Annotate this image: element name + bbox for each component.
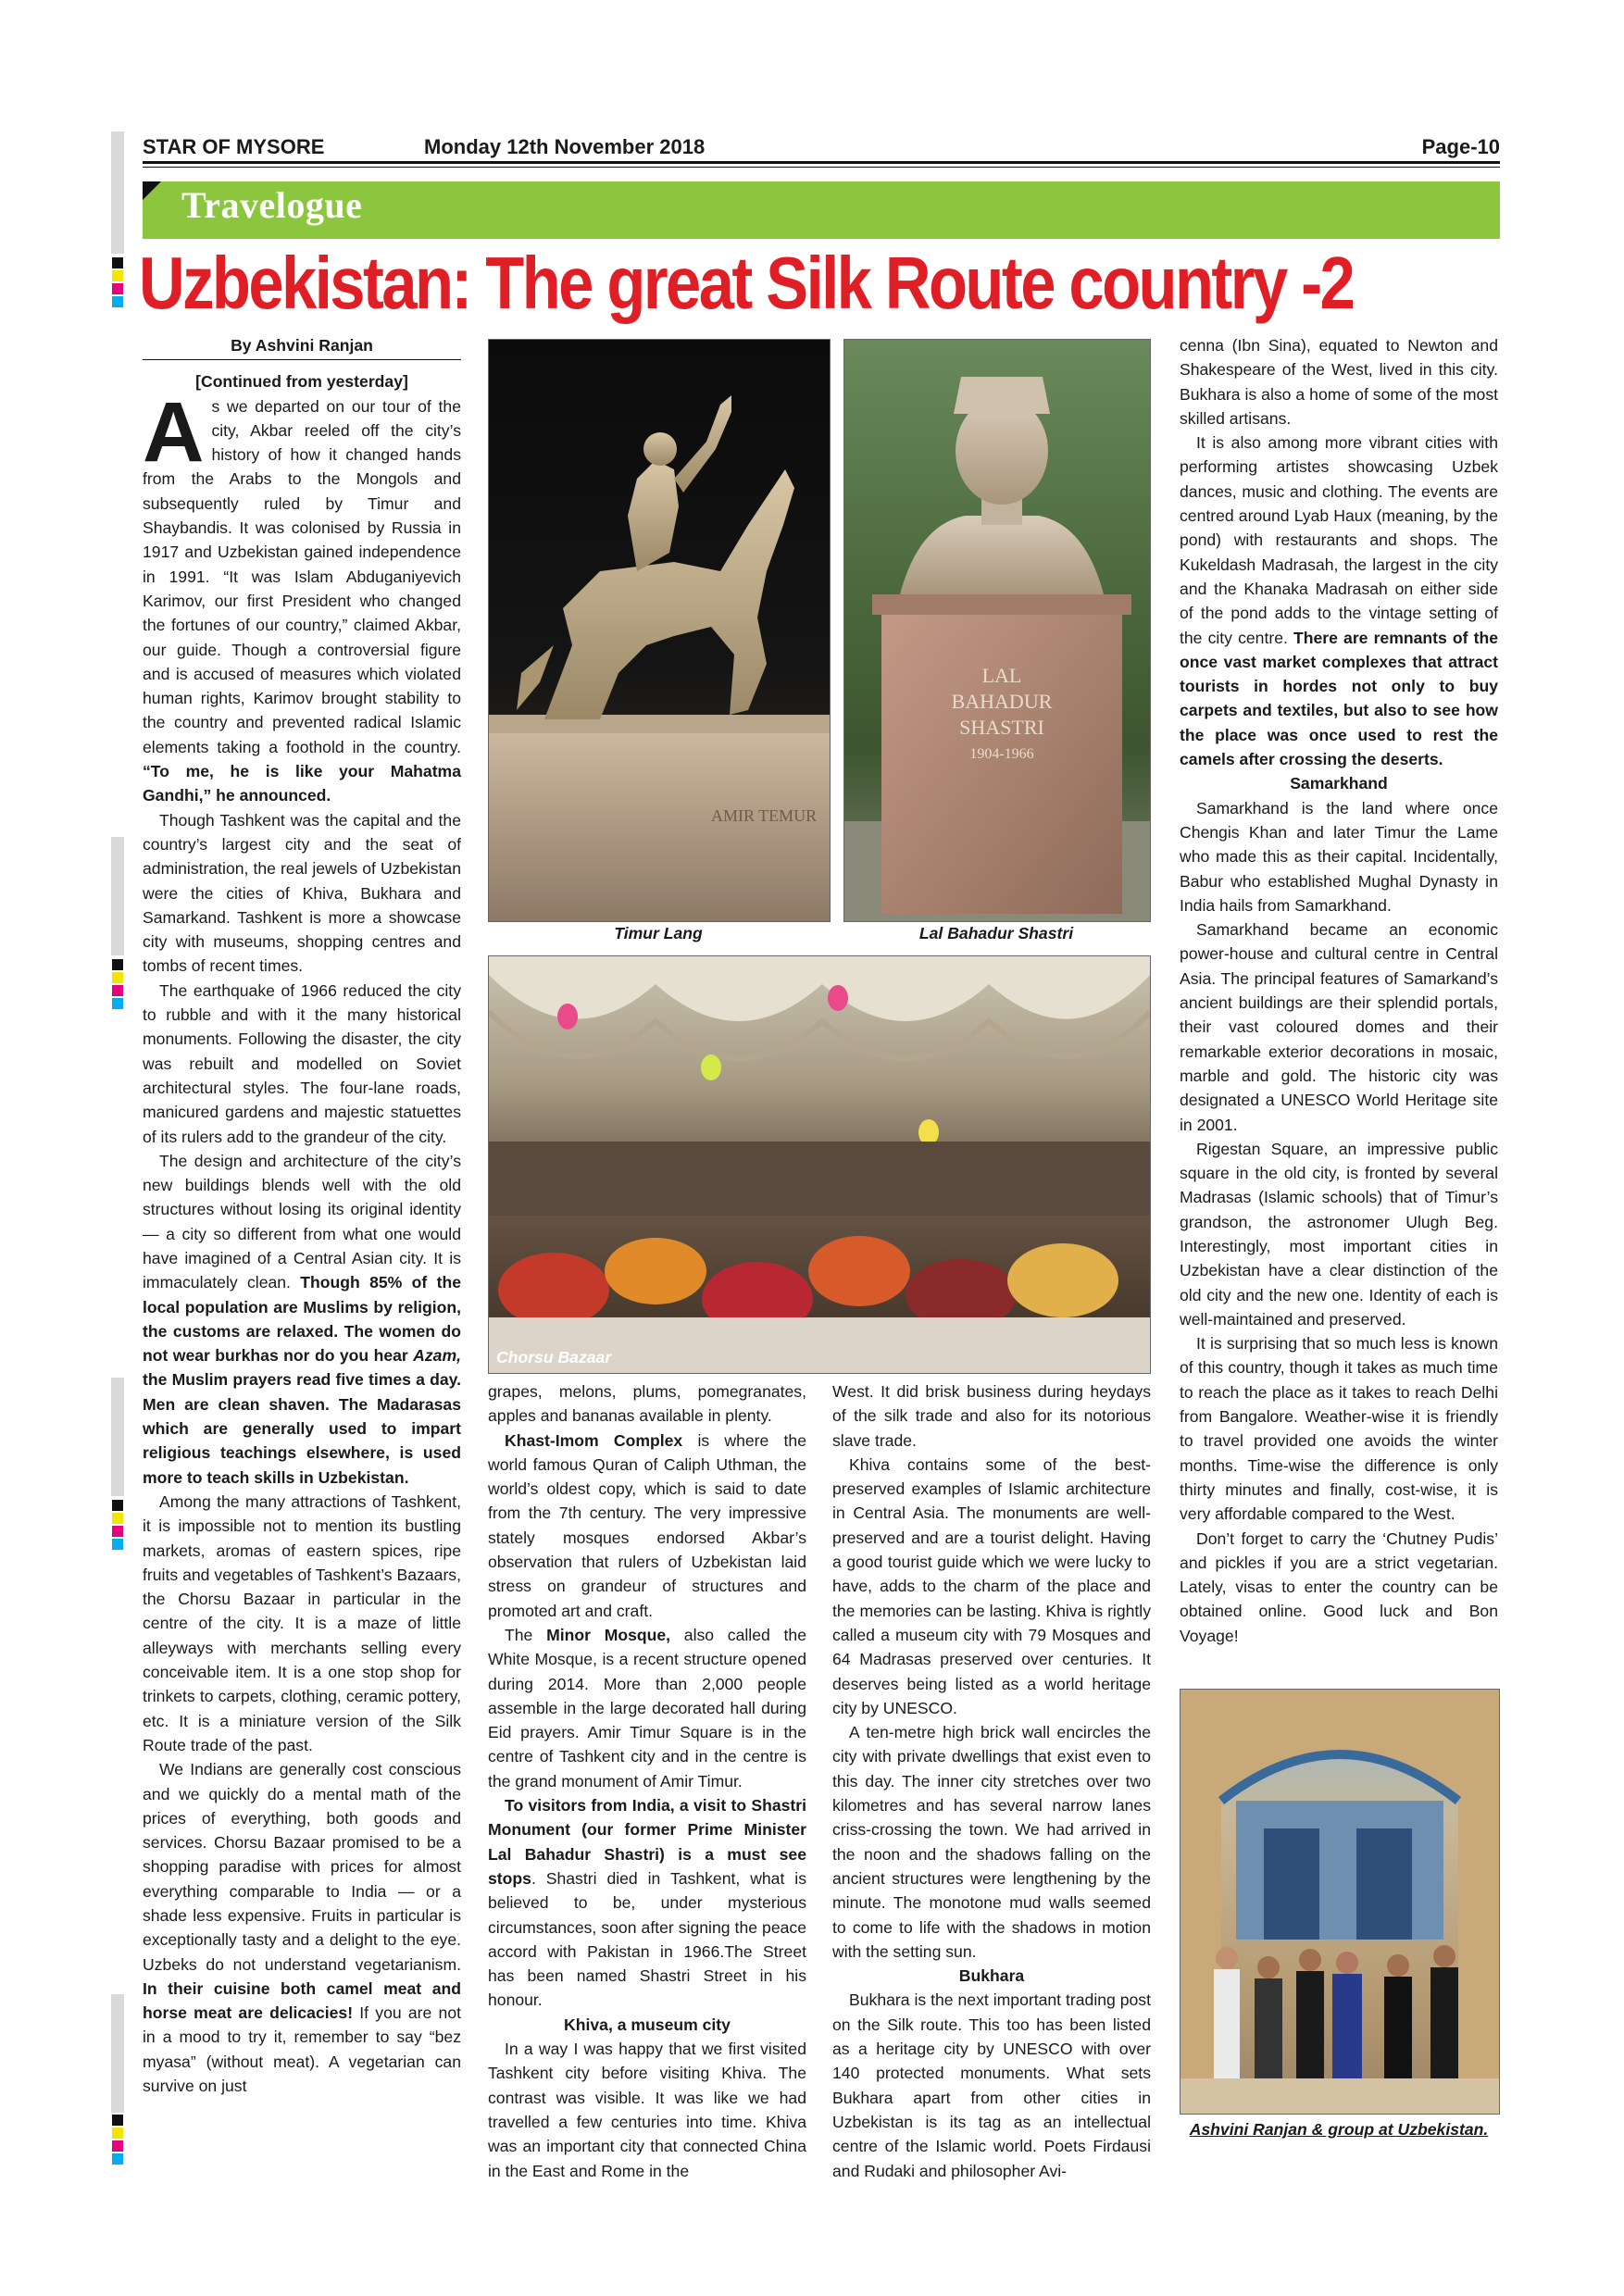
group-photo (1180, 1689, 1500, 2115)
color-swatch-magenta (112, 985, 123, 996)
color-swatch-magenta (112, 1526, 123, 1537)
subheading-samarkhand: Samarkhand (1290, 774, 1388, 793)
paragraph: It is surprising that so much less is known of this country, though it takes as much time to reach the place as it takes to reach Delhi from Bangalore. Weather-wise it is friendly to travel provided one avoids the winter months. Time-wise the difference is only thirty minutes and finally, cost-wise, it is very affordable compared to the West. (1180, 1334, 1498, 1524)
drop-cap: A (143, 384, 205, 480)
article-column-3 (832, 1379, 1151, 2183)
paragraph: Bukhara is the next important trading post on the Silk route. This too has been listed as a heritage city by UNESCO with over 140 protected monuments. What sets Bukhara apart from other cities in Uzbekistan is its tag as an intellectual centre of the Islamic world. Poets Firdausi and Rudaki and philosopher Avi- (832, 1990, 1151, 2180)
issue-date: Monday 12th November 2018 (424, 135, 706, 158)
equestrian-statue-image (489, 340, 830, 921)
color-swatch-yellow (112, 1513, 123, 1524)
paragraph: Samarkhand is the land where once Chengis Khan and later Timur the Lame who made this as their capital. Incidentally, Babur who established Mughal Dynasty in India hails from Samarkhand. (1180, 798, 1498, 915)
registration-bar (111, 1994, 124, 2113)
header-rule-thin (143, 167, 1500, 168)
header-rule (143, 161, 1500, 164)
article-column-1 (143, 333, 461, 2098)
group-at-arch-image (1181, 1690, 1499, 2114)
paragraph: Samarkhand became an economic power-house and cultural centre in Central Asia. The principal features of Samarkand’s ancient buildings are their splendid portals, their vast coloured domes and their remarkable exterior decorations in mosaic, marble and gold. The historic city was designated a UNESCO World Heritage site in 2001. (1180, 920, 1498, 1134)
caption-chorsu-bazaar: Chorsu Bazaar (496, 1348, 612, 1366)
paragraph: Among the many attractions of Tashkent, it is impossible not to mention its bustling markets, aromas of eastern spices, ripe fruits and vegetables of Tashkent’s Bazaars, the Chorsu Bazaar in particular in the centre of the city. It is a maze of little alleyways with merchants selling every conceivable item. It is a one stop shop for trinkets to carpets, clothing, ceramic pottery, etc. It is a miniature version of the Silk Route trade of the past. (143, 1491, 461, 1754)
subheading-bukhara: Bukhara (958, 1966, 1025, 1986)
paragraph: As we departed on our tour of the city, Akbar reeled off the city’s history of how it changed hands from the Arabs to the Mongols and subsequently ruled by Timur and Shaybandis. It was colonised by Russia in 1917 and Uzbekistan gained independence in 1991. “It was Islam Abduganiyevich Karimov, our first President who changed the fortunes of our country,” claimed Akbar, our guide. Though a controversial figure and is accused of measures which violated human rights, Karimov brought stability to the country and prevented radical Islamic elements taking a foothold in the country. “To me, he is like your Mahatma Gandhi,” he announced. (143, 384, 461, 805)
color-swatch-yellow (112, 2128, 123, 2139)
paragraph: A ten-metre high brick wall encircles the city with private dwellings that exist even to this day. The inner city stretches over two kilometres and has several narrow lanes criss-crossing the town. We had arrived in the noon and the shadows falling on the ancient structures were lengthening by the minute. The monotone mud walls seemed to come to life with the shadows in motion with the setting sun. (832, 1723, 1151, 1961)
registration-bar-top (111, 131, 124, 254)
timur-lang-photo (488, 339, 831, 922)
article-column-2 (488, 1379, 806, 2183)
color-swatch-cyan (112, 2153, 123, 2165)
paragraph: Khiva contains some of the best-preserved examples of Islamic architecture in Central Asia. The monuments are well-preserved and are a tourist delight. Having a good tourist guide which we were lucky to have, adds to the charm of the place and the memories can be lasting. Khiva is rightly called a museum city with 79 Mosques and 64 Madrasas preserved over centuries. It deserves being listed as a world heritage city by UNESCO. (832, 1454, 1151, 1717)
caption-group: Ashvini Ranjan & group at Uzbekistan. (1189, 2120, 1489, 2139)
pedestal-inscription: AMIR TEMUR (711, 806, 818, 825)
plaque-line-3: SHASTRI (959, 716, 1044, 739)
plaque-line-1: LAL (981, 664, 1022, 687)
paragraph: Though Tashkent was the capital and the country’s largest city and the seat of administration, the real jewels of Uzbekistan were the cities of Khiva, Bukhara and Samarkand. Tashkent is more a showcase city with museums, shopping centres and tombs of recent times. (143, 810, 461, 976)
color-swatch-black (112, 1500, 123, 1511)
color-swatch-yellow (112, 972, 123, 983)
paper-name: STAR OF MYSORE (143, 135, 325, 158)
color-swatch-black (112, 2115, 123, 2126)
paragraph: cenna (Ibn Sina), equated to Newton and Shakespeare of the West, lived in this city. Bukhara is also a home of some of the most skilled artisans. (1180, 336, 1498, 428)
plaque-line-2: BAHADUR (951, 690, 1053, 713)
shastri-photo (843, 339, 1151, 922)
byline: By Ashvini Ranjan (143, 333, 461, 360)
paragraph: To visitors from India, a visit to Shastri Monument (our former Prime Minister Lal Bahadur Shastri) is a must see stops. Shastri died in Tashkent, what is believed to be, under mysterious circumstances, soon after signing the peace accord with Pakistan in 1966.The Street has been named Shastri Street in his honour. (488, 1796, 806, 2010)
paragraph: Khast-Imom Complex is where the world famous Quran of Caliph Uthman, the world’s oldest copy, which is said to date from the 7th century. The very impressive stately mosques endorsed Akbar’s observation that rulers of Uzbekistan laid stress on grandeur of structures and promoted art and craft. (488, 1430, 806, 1620)
color-swatch-cyan (112, 998, 123, 1009)
continued-note: [Continued from yesterday] (195, 372, 408, 392)
caption-timur-lang: Timur Lang (614, 924, 703, 942)
registration-bar (111, 1378, 124, 1496)
paragraph: The design and architecture of the city’s new buildings blends well with the old structures without losing its original identity — a city so different from what one would have imagined of a Central Asian city. It is immaculately clean. Though 85% of the local population are Muslims by religion, the customs are relaxed. The women do not wear burkhas nor do you hear Azam, the Muslim prayers read five times a day. Men are clean shaven. The Madarasas which are generally used to impart religious teachings elsewhere, is used more to teach skills in Uzbekistan. (143, 1151, 462, 1487)
plaque-line-4: 1904-1966 (969, 746, 1034, 762)
color-swatch-black (112, 959, 123, 970)
bazaar-market-image (489, 956, 1150, 1373)
paragraph: grapes, melons, plums, pomegranates, apples and bananas available in plenty. (488, 1382, 806, 1426)
section-label: Travelogue (181, 184, 363, 226)
paragraph: The Minor Mosque, also called the White Mosque, is a recent structure opened during 2014. More than 2,000 people assemble in the large decorated hall during Eid prayers. Amir Timur Square is in the centre of Tashkent city and in the centre is the grand monument of Amir Timur. (488, 1625, 806, 1791)
section-band-corner (143, 181, 161, 200)
subheading-khiva: Khiva, a museum city (564, 2015, 731, 2034)
headline: Uzbekistan: The great Silk Route country -2 (139, 242, 1354, 324)
paragraph: West. It did brisk business during heydays of the silk trade and also for its notorious slave trade. (832, 1382, 1151, 1450)
paragraph: Don’t forget to carry the ‘Chutney Pudis’ and pickles if you are a strict vegetarian. Lately, visas to enter the country can be obtained online. Good luck and Bon Voyage! (1180, 1529, 1498, 1645)
paragraph: It is also among more vibrant cities with performing artistes showcasing Uzbek dances, music and clothing. The events are centred around Lyab Haux (meaning, by the pond) with restaurants and shops. The Kukeldash Madrasah, the largest in the city and the Khanaka Madrasah on either side of the pond adds to the vintage setting of the city centre. There are remnants of the once vast market complexes that attract tourists in hordes not only to buy carpets and textiles, but also to see how the place was once used to rest the camels after crossing the deserts. (1180, 433, 1498, 769)
color-swatch-yellow (112, 270, 123, 281)
shastri-bust-image (844, 340, 1150, 921)
paragraph: In a way I was happy that we first visited Tashkent city before visiting Khiva. The contrast was visible. It was like we had travelled a few centuries into time. Khiva was an important city that connected China in the East and Rome in the (488, 2040, 806, 2180)
color-swatch-cyan (112, 1539, 123, 1550)
color-swatch-magenta (112, 283, 123, 294)
caption-shastri: Lal Bahadur Shastri (918, 924, 1074, 942)
color-swatch-cyan (112, 296, 123, 307)
paragraph: Rigestan Square, an impressive public square in the old city, is fronted by several Madrasas (Islamic schools) that of Timur’s grandson, the astronomer Ulugh Beg. Interestingly, most important cities in Uzbekistan have a clear distinction of the old city and the new one. Identity of each is well-maintained and preserved. (1180, 1139, 1498, 1329)
color-swatch-magenta (112, 2140, 123, 2152)
paragraph: We Indians are generally cost conscious and we quickly do a mental math of the prices of everything, both goods and services. Chorsu Bazaar promised to be a shopping paradise with prices for almost everything comparable to India — or a shade less expensive. Fruits in particular is exceptionally tasty and a delight to the eye. Uzbeks do not understand vegetarianism. In their cuisine both camel meat and horse meat are delicacies! If you are not in a mood to try it, remember to say “bez myasa” (without meat). A vegetarian can survive on just (143, 1760, 461, 2096)
chorsu-bazaar-photo (488, 955, 1151, 1374)
color-swatch-black (112, 257, 123, 268)
article-column-4 (1180, 333, 1498, 1648)
paragraph: The earthquake of 1966 reduced the city to rubble and with it the many historical monuments. Following the disaster, the city was rebuilt and modelled on Soviet architectural styles. The four-lane roads, manicured gardens and majestic statuettes of its rulers add to the grandeur of the city. (143, 980, 461, 1146)
page-number: Page-10 (1421, 135, 1500, 158)
registration-bar (111, 837, 124, 955)
